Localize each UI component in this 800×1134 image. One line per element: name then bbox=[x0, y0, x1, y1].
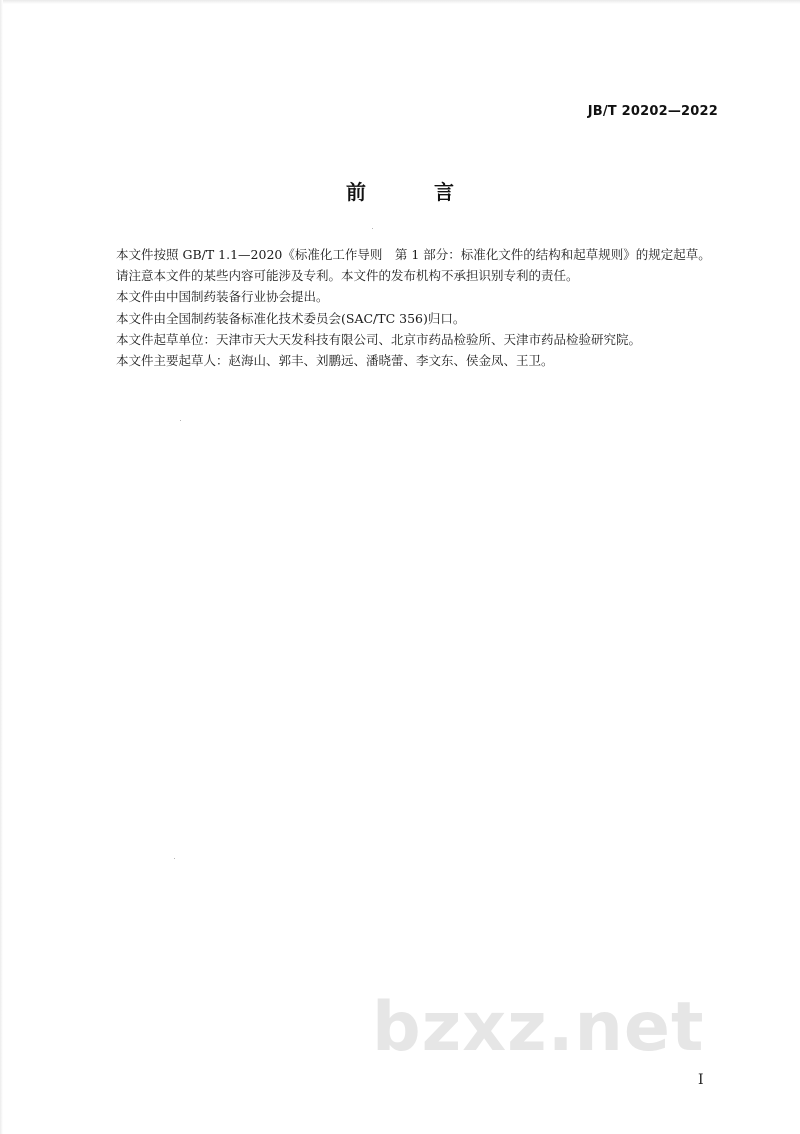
standard-number: JB/T 20202—2022 bbox=[587, 104, 718, 119]
page-edge-shadow-left bbox=[0, 0, 3, 1134]
paragraph-proposer: 本文件由中国制药装备行业协会提出。 bbox=[116, 289, 329, 305]
scan-speck bbox=[372, 228, 373, 229]
scan-speck bbox=[180, 420, 181, 421]
paragraph-drafting-units: 本文件起草单位：天津市天大天发科技有限公司、北京市药品检验所、天津市药品检验研究院。 bbox=[116, 331, 642, 347]
paragraph-drafters: 本文件主要起草人：赵海山、郭丰、刘鹏远、潘晓蕾、李文东、侯金凤、王卫。 bbox=[116, 353, 554, 369]
scan-speck bbox=[174, 858, 175, 859]
paragraph-drafting-rules: 本文件按照 GB/T 1.1—2020《标准化工作导则 第 1 部分：标准化文件的结构和起草规则》的规定起草。 bbox=[116, 247, 711, 262]
page-edge-shadow bbox=[0, 0, 800, 4]
watermark-logo: bzxz.net bbox=[372, 988, 705, 1067]
paragraph-administrator: 本文件由全国制药装备标准化技术委员会(SAC/TC 356)归口。 bbox=[116, 310, 466, 326]
paragraph-patent-notice: 请注意本文件的某些内容可能涉及专利。本文件的发布机构不承担识别专利的责任。 bbox=[116, 268, 579, 284]
page-title: 前 言 bbox=[346, 180, 478, 204]
page-number: I bbox=[698, 1072, 704, 1088]
preface-body bbox=[90, 244, 720, 371]
